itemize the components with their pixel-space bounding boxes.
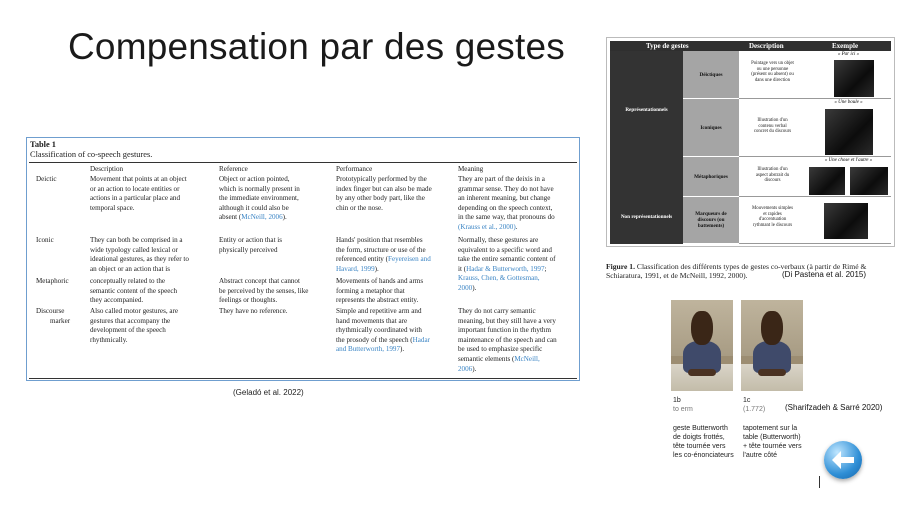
right-citation: (Di Pastena et al. 2015): [782, 270, 867, 279]
desc-beat: Mouvements simples et rapides d'accentuation rythmant le discours: [739, 197, 806, 244]
photo-caption-1c: tapotement sur la table (Butterworth) + tête tournée vers l'autre côté: [743, 425, 802, 459]
photo-sub-1c: (1.772): [743, 406, 766, 413]
figure-header-type: Type de gestes: [646, 42, 689, 50]
deictic-performance: Prototypically performed by the index finger but can also be made by any other body part, like the chin or the nose.: [336, 175, 432, 212]
deictic-meaning: They are part of the deixis in a grammar sense. They do not have an inherent meaning, but change depending on the speech context, in the same way, that pronouns do (Krauss et al., 2000).: [458, 175, 555, 231]
example-deictic: « Par ici »: [806, 51, 891, 99]
left-citation: (Geladó et al. 2022): [233, 388, 304, 397]
photo-sub-1b: to erm: [673, 406, 693, 413]
type-metaphoric: Métaphoriques: [683, 157, 739, 197]
example-beat: [806, 197, 891, 244]
photo-citation: (Sharifzadeh & Sarré 2020): [785, 403, 883, 412]
group-representational: Représentationnels: [625, 107, 668, 113]
iconic-performance: Hands' position that resembles the form, structure or use of the referenced entity (Feyereisen and Havard, 1999).: [336, 236, 431, 273]
table-caption: Classification of co-speech gestures.: [30, 150, 153, 159]
type-beat: Marqueurs de discours (ou battements): [683, 197, 739, 244]
example-iconic: « Une boule »: [806, 99, 891, 157]
example-metaphoric: « Une chose et l'autre »: [806, 157, 891, 197]
table-header-reference: Reference: [219, 165, 248, 173]
row-label-discourse: Discourse: [36, 307, 65, 315]
metaphoric-reference: Abstract concept that cannot be perceived by the senses, like feelings or thoughts.: [219, 277, 309, 305]
row-label-metaphoric: Metaphoric: [36, 277, 69, 285]
desc-metaphoric: Illustration d'un aspect abstrait du discours: [739, 157, 806, 197]
video-still-1b: [671, 300, 733, 391]
discourse-meaning: They do not carry semantic meaning, but they still have a very important function in the rhythm maintenance of the speech and can be used to emphasize specific semantic elements (McNeill, 2006).: [458, 307, 557, 373]
row-label-marker: marker: [50, 317, 71, 325]
photo-id-1b: 1b: [673, 397, 681, 404]
group-non-representational: Non représentationnels: [620, 214, 673, 220]
video-still-1c: [741, 300, 803, 391]
slide-title: Compensation par des gestes: [68, 26, 565, 67]
metaphor-photo-1: [809, 167, 845, 195]
deictic-description: Movement that points at an object or an action to locate entities or actions in a particular place and temporal space.: [90, 175, 187, 212]
iconic-meaning: Normally, these gestures are equivalent to a specific word and take the entire semantic content of it (Hadar & Butterworth, 1997; Krauss, Chen, & Gottesman, 2000).: [458, 236, 556, 292]
desc-deictic: Pointage vers un objet ou une personne (présent ou absent) ou dans une direction: [739, 51, 806, 99]
photo-id-1c: 1c: [743, 397, 751, 404]
iconic-reference: Entity or action that is physically perceived: [219, 236, 283, 254]
row-label-iconic: Iconic: [36, 236, 54, 244]
metaphoric-performance: Movements of hands and arms forming a metaphor that represents the abstract entity.: [336, 277, 424, 305]
beat-photo: [824, 203, 868, 239]
type-deictic: Déictiques: [683, 51, 739, 99]
table-header-meaning: Meaning: [458, 165, 484, 173]
table-header-description: Description: [90, 165, 124, 173]
photo-caption-1b: geste Butterworth de doigts frottés, tête tournée vers les co-énonciateurs: [673, 425, 734, 459]
pointing-photo: [834, 60, 874, 97]
ball-gesture-photo: [825, 109, 873, 155]
back-arrow-icon: [831, 450, 855, 470]
discourse-description: Also called motor gestures, are gestures that accompany the development of the speech rhythmically.: [90, 307, 179, 344]
gesture-type-figure: [606, 37, 895, 247]
deictic-reference: Object or action pointed, which is normally present in the immediate environment, although it could also be absent (McNeill, 2006).: [219, 175, 300, 222]
discourse-performance: Simple and repetitive arm and hand movements that are rhythmically coordinated with the prosody of the speech (Hadar and Butterworth, 1997).: [336, 307, 430, 354]
type-iconic: Iconiques: [683, 99, 739, 157]
metaphor-photo-2: [850, 167, 888, 195]
table-caption-title: Table 1: [30, 140, 56, 149]
table-header-performance: Performance: [336, 165, 373, 173]
figure-header-description: Description: [749, 42, 784, 50]
figure-header: [610, 41, 891, 51]
figure-header-example: Exemple: [832, 42, 859, 50]
back-button[interactable]: [824, 441, 862, 479]
divider-line: [819, 476, 820, 488]
discourse-reference: They have no reference.: [219, 307, 288, 315]
desc-iconic: Illustration d'un contenu verbal concret du discours: [739, 99, 806, 157]
iconic-description: They can both be comprised in a wide typology called lexical or ideational gestures, as they refer to an object or an action that is: [90, 236, 189, 273]
figure-caption: Figure 1. Classification des différents types de gestes co-verbaux (à partir de Rimé & Schiaratura, 1991, et de McNeill, 1992, 2000).: [606, 262, 867, 281]
metaphoric-description: conceptually related to the semantic content of the speech they accompanied.: [90, 277, 178, 305]
figure-group-column: [610, 51, 683, 244]
co-speech-gesture-table: [26, 137, 580, 381]
row-label-deictic: Deictic: [36, 175, 57, 183]
